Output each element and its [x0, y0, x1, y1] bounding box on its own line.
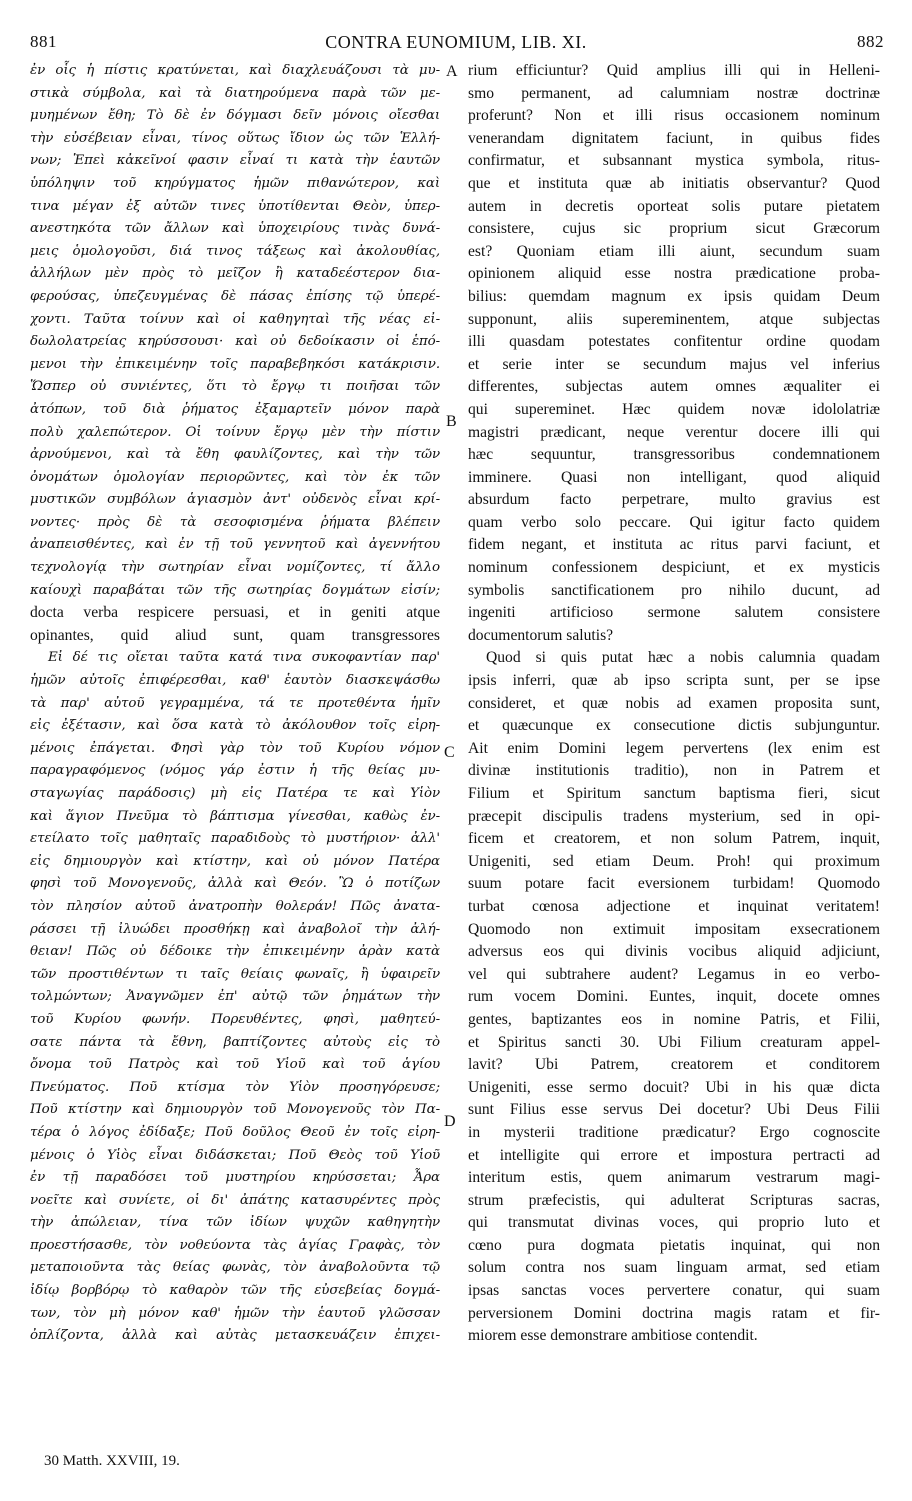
running-title: CONTRA EUNOMIUM, LIB. XI. — [325, 32, 587, 52]
text-line: τὴν εὐσέβειαν εἶναι, τίνος οὕτως ἴδιον ὡς τῶν Ἑλλή- — [30, 130, 440, 146]
text-line: Unigeniti, esse sermo docuit? Ubi in his quæ dicta — [468, 1078, 880, 1096]
text-line: qui supereminet. Hæc quidem novæ idololatriæ — [468, 400, 880, 418]
text-line: Quomodo non extimuit impositam exsecrationem — [468, 920, 880, 938]
text-line: μυημένων ἔθη; Τὸ δὲ ἐν δόγμασι δεῖν μόνοις οἴεσθαι — [30, 108, 440, 124]
text-line: lavit? Ubi Patrem, creatorem et conditorem — [468, 1056, 880, 1074]
text-line: et intelligite qui errore et impostura pertracti ad — [468, 1146, 880, 1164]
text-line: absurdum facto perpetrare, multo gravius est — [468, 491, 880, 509]
text-line: νων; Ἐπεὶ κἀκεῖνοί φασιν εἶναί τι κατὰ τὴν ἑαυτῶν — [30, 153, 440, 169]
text-line: opinionem aliquid esse nostra prædicatione proba- — [468, 265, 880, 283]
text-line: τεχνολογίᾳ τὴν σωτηρίαν εἶναι νομίζοντες, τί ἄλλο — [30, 560, 440, 576]
text-line: καίουχὶ παραβάται τῶν τῆς σωτηρίας δογμάτων εἰσίν; — [30, 582, 440, 598]
text-line: qui transmutat divinas voces, qui proprio luto et — [468, 1214, 880, 1232]
text-line: τολμώντων; Ἀναγνῶμεν ἐπ' αὐτῷ τῶν ῥημάτων τὴν — [30, 989, 440, 1005]
text-line: docta verba respicere persuasi, et in geniti atque — [30, 604, 440, 622]
text-line: gentes, baptizantes eos in nomine Patris, et Filii, — [468, 1010, 880, 1028]
latin-insert-block — [30, 602, 440, 647]
text-line: Ὥσπερ οὐ συνιέντες, ὅτι τὸ ἔργῳ τι ποιῆσαι τῶν — [30, 379, 440, 395]
text-line: vel qui subtrahere audent? Legamus in eo verbo- — [468, 965, 880, 983]
text-line: differentes, subjectas autem omnes æqualiter ei — [468, 378, 880, 396]
text-line: παραγραφόμενος (νόμος γάρ ἐστιν ἡ τῆς θείας μυ- — [30, 763, 440, 779]
text-line: interitum estis, quem animarum vestrarum magi- — [468, 1169, 880, 1187]
text-line: φερούσας, ὑπεζευγμένας δὲ πάσας ἐπίσης τῷ ὑπερέ- — [30, 288, 440, 304]
text-line: σταγωγίας παράδοσις) μὴ εἰς Πατέρα τε καὶ Υἱὸν — [30, 786, 440, 801]
text-line: χοντι. Ταῦτα τοίνυν καὶ οἱ καθηγηταὶ τῆς νέας εἰ- — [30, 311, 440, 327]
text-line: cœno pura dogmata pietatis inquinat, qui non — [468, 1236, 880, 1254]
text-line: εἰς ἐξέτασιν, καὶ ὅσα κατὰ τὸ ἀκόλουθον τοῖς εἰρη- — [30, 718, 440, 734]
text-line: μεταποιοῦντα τὰς θείας φωνὰς, τὸν ἀναβολοῦντα τῷ — [30, 1260, 440, 1276]
text-line: τοῦ Κυρίου φωνήν. Πορευθέντες, φησὶ, μαθητεύ- — [30, 1011, 440, 1027]
text-line: sunt Filius esse servus Dei docetur? Ubi Deus Filii — [468, 1101, 880, 1119]
text-line: supponunt, aliis supereminentem, atque subjectas — [468, 310, 880, 328]
text-line: τῶν προστιθέντων τι ταῖς θείαις φωναῖς, ἢ ὑφαιρεῖν — [30, 966, 440, 982]
text-line: Πνεύματος. Ποῦ κτίσμα τὸν Υἱὸν προσηγόρευσε; — [30, 1079, 440, 1095]
text-line: bilius: quemdam magnum ex ipsis quidam Deum — [468, 287, 880, 305]
text-line: rum vocem Domini. Euntes, inquit, docete omnes — [468, 988, 880, 1006]
greek-text-block-1 — [30, 60, 440, 602]
text-line: ετείλατο τοῖς μαθηταῖς παραδιδοὺς τὸ μυστήριον· ἀλλ' — [30, 831, 440, 847]
text-line: proferunt? Non et illi risus occasionem nominum — [468, 107, 880, 125]
text-line: et Spiritus sancti 30. Ubi Filium creaturam appel- — [468, 1033, 880, 1051]
text-line: μεις ὁμολογοῦσι, διά τινος τάξεως καὶ ἀκολουθίας, — [30, 243, 440, 259]
text-line: ράσσει τῇ ἰλυώδει προσθήκῃ καὶ ἀναβολοῖ τὴν ἀλή- — [30, 921, 440, 937]
text-line: ἐν τῇ παραδόσει τοῦ μυστηρίου κηρύσσεται; Ἆρα — [30, 1170, 440, 1186]
text-line: divinæ institutionis traditio), non in Patrem et — [468, 762, 880, 780]
text-line: rium efficiuntur? Quid amplius illi qui in Helleni- — [468, 62, 880, 79]
text-line: venerandam dignitatem faciunt, in quibus fides — [468, 129, 880, 147]
text-line: ingeniti artificioso sermone salutem consistere — [468, 604, 880, 622]
text-line: στικὰ σύμβολα, καὶ τὰ διατηρούμενα παρὰ τῶν με- — [30, 85, 440, 101]
text-line: τὴν ἀπώλειαν, τίνα τῶν ἰδίων ψυχῶν καθηγητὴν — [30, 1215, 440, 1231]
text-line: δωλολατρείας κηρύσσουσι· καὶ οὐ δεδοίκασιν οἱ ἑπό- — [30, 334, 440, 350]
text-line: ἀλλήλων μὲν πρὸς τὸ μεῖζον ἢ καταδεέστερον δια- — [30, 266, 440, 282]
text-line: μένοις ἐπάγεται. Φησὶ γὰρ τὸν τοῦ Κυρίου νόμον — [30, 740, 440, 756]
text-line: turbat cœnosa adjectione et inquinat veritatem! — [468, 897, 880, 915]
text-line: ἐν οἷς ἡ πίστις κρατύνεται, καὶ διαχλευάζουσι τὰ μυ- — [30, 63, 440, 78]
text-line: τὰ παρ' αὐτοῦ γεγραμμένα, τά τε προτεθέντα ἡμῖν — [30, 695, 440, 711]
text-line: τὸν πλησίον αὐτοῦ ἀνατροπὴν θολεράν! Πῶς ἀνατα- — [30, 898, 440, 914]
text-line: πολὺ χαλεπώτερον. Οἱ τοίνυν ἔργῳ μὲν τὴν πίστιν — [30, 424, 440, 440]
text-line: ἀρνούμενοι, καὶ τὰ ἔθη φαυλίζοντες, καὶ τὴν τῶν — [30, 447, 440, 463]
text-line: Filium et Spiritum sanctum baptisma fieri, sicut — [468, 785, 880, 802]
text-line: hæc sequuntur, transgressoribus condemnationem — [468, 446, 880, 464]
text-line: θειαν! Πῶς οὐ δέδοικε τὴν ἐπικειμένην ἀρὰν κατὰ — [30, 944, 440, 960]
text-line: νοεῖτε καὶ συνίετε, οἱ δι' ἀπάτης κατασυρέντες πρὸς — [30, 1192, 440, 1208]
text-line: ὀνομάτων ὁμολογίαν περιορῶντες, καὶ τὸν ἐκ τῶν — [30, 469, 440, 485]
text-line: ἡμῶν αὐτοῖς ἐπιφέρεσθαι, καθ' ἑαυτὸν διασκεψάσθω — [30, 673, 440, 689]
text-line: νοντες· πρὸς δὲ τὰ σεσοφισμένα ῥήματα βλέπειν — [30, 514, 440, 530]
latin-column — [468, 60, 880, 1348]
greek-text-block-2 — [30, 647, 440, 1347]
text-line: suum potare facit eversionem turbidam! Quomodo — [468, 875, 880, 893]
text-line: imminere. Quasi non intelligant, quod aliquid — [468, 468, 880, 486]
text-line: ipsis inferri, quæ ab ipso scripta sunt, per se ipse — [468, 672, 880, 690]
text-line: ἀτόπων, τοῦ διὰ ῥήματος ἐξαμαρτεῖν μόνον παρὰ — [30, 401, 440, 417]
text-line: consideret, et quæ nobis ad examen proposita sunt, — [468, 694, 880, 712]
footnote: 30 Matth. XXVIII, 19. — [44, 1453, 180, 1469]
text-line: των, τὸν μὴ μόνον καθ' ἡμῶν τὴν ἑαυτοῦ γλῶσσαν — [30, 1305, 440, 1321]
text-line: μενοι τὴν ἐπικειμένην τοῖς παραβεβηκόσι κατάκρισιν. — [30, 356, 440, 372]
text-line: Εἰ δέ τις οἴεται ταῦτα κατά τινα συκοφαντίαν παρ' — [48, 650, 440, 666]
text-line: nominum confessionem despiciunt, et ex mysticis — [468, 559, 880, 577]
text-line: fidem negant, et instituta ac ritus parvi faciunt, et — [468, 536, 880, 554]
text-line: ipsas sanctas voces pervertere conatur, qui suam — [468, 1282, 880, 1300]
text-line: μυστικῶν συμβόλων ἁγιασμὸν ἀντ' οὐδενὸς εἶναι κρί- — [30, 492, 440, 508]
text-line: in mysterii traditione prædicatur? Ergo cognoscite — [468, 1123, 880, 1141]
latin-text-block-1 — [468, 60, 880, 647]
text-line: consistere, cujus sic proprium sicut Græcorum — [468, 220, 880, 238]
text-line: documentorum salutis? — [468, 626, 614, 644]
text-line: magistri prædicant, neque verentur docere illi qui — [468, 423, 880, 441]
text-line: adversus eos qui divinis vocibus aliquid adjiciunt, — [468, 943, 880, 961]
text-line: et quæcunque ex consecutione dictis subjunguntur. — [468, 717, 880, 735]
section-marker-b: B — [446, 413, 457, 430]
text-line: Ait enim Domini legem pervertens (lex enim est — [468, 739, 880, 757]
text-line: confirmatur, et subsannant mystica symbola, ritus- — [468, 152, 880, 170]
text-line: symbolis sanctificationem pro nihilo ducunt, ad — [468, 581, 880, 599]
text-line: perversionem Domini doctrina magis ratam et fir- — [468, 1304, 880, 1322]
text-line: miorem esse demonstrare ambitiose contendit. — [468, 1327, 758, 1345]
text-line: præcepit discipulis tradens mysterium, sed in opi- — [468, 807, 880, 825]
latin-text-block-2 — [468, 647, 880, 1347]
text-line: strum præfecistis, qui adulterat Scripturas sacras, — [468, 1191, 880, 1209]
text-line: opinantes, quid aliud sunt, quam transgressores — [30, 626, 440, 644]
text-line: τινα μέγαν ἐξ αὐτῶν τινες ὑποτίθενται Θεὸν, ὑπερ- — [30, 198, 440, 214]
text-line: Ποῦ κτίστην καὶ δημιουργὸν τοῦ Μονογενοῦς τὸν Πα- — [30, 1102, 440, 1118]
text-line: solum contra nos suam linguam armat, sed etiam — [468, 1259, 880, 1277]
text-line: est? Quoniam etiam illi aiunt, secundum suam — [468, 242, 880, 260]
text-line: ἀναπεισθέντες, καὶ ἐν τῇ τοῦ γεννητοῦ καὶ ἀγεννήτου — [30, 537, 440, 553]
text-line: illi quasdam potestates confitentur ordine quodam — [468, 333, 880, 351]
text-line: ανεστηκότα τῶν ἄλλων καὶ ὑποχειρίους τινὰς δυνά- — [30, 221, 440, 237]
text-line: φησὶ τοῦ Μονογενοῦς, ἀλλὰ καὶ Θεόν. Ὢ ὁ ποτίζων — [30, 876, 440, 892]
right-page-number: 882 — [857, 32, 884, 51]
text-line: smo permanent, ad calumniam nostræ doctrinæ — [468, 84, 880, 102]
text-line: καὶ ἅγιον Πνεῦμα τὸ βάπτισμα γίνεσθαι, καθὼς ἐν- — [30, 808, 440, 824]
section-marker-d: D — [444, 1113, 456, 1130]
text-line: Unigeniti, sed etiam Deum. Proh! qui proximum — [468, 852, 880, 870]
text-line: quam verbo solo peccare. Qui igitur facto quidem — [468, 513, 880, 531]
text-line: Quod si quis putat hæc a nobis calumnia quadam — [486, 649, 880, 667]
text-line: εἰς δημιουργὸν καὶ κτίστην, καὶ οὐ μόνον Πατέρα — [30, 853, 440, 869]
text-line: autem in decretis oporteat solis putare pietatem — [468, 197, 880, 215]
text-line: ὄνομα τοῦ Πατρὸς καὶ τοῦ Υἱοῦ καὶ τοῦ ἁγίου — [30, 1057, 440, 1073]
section-marker-a: A — [446, 63, 458, 80]
text-line: ficem et creatorem, et non solum Patrem, inquit, — [468, 830, 880, 848]
text-line: et serie inter se secundum majus vel inferius — [468, 355, 880, 373]
left-page-number: 881 — [30, 32, 57, 51]
text-line: τέρα ὁ λόγος ἐδίδαξε; Ποῦ δοῦλος Θεοῦ ἐν τοῖς εἰρη- — [30, 1124, 440, 1140]
text-line: προεστήσασθε, τὸν νοθεύοντα τὰς ἁγίας Γραφὰς, τὸν — [30, 1237, 440, 1253]
text-line: μένοις ὁ Υἱὸς εἶναι διδάσκεται; Ποῦ Θεὸς τοῦ Υἱοῦ — [30, 1147, 440, 1163]
text-line: ἰδίῳ βορβόρῳ τὸ καθαρὸν τῶν τῆς εὐσεβείας δογμά- — [30, 1283, 440, 1299]
text-line: que et instituta quæ ab initiatis observantur? Quod — [468, 174, 880, 192]
section-marker-c: C — [444, 744, 455, 761]
greek-column — [30, 60, 440, 1348]
text-line: ὀπλίζοντα, ἀλλὰ καὶ αὐτὰς μετασκευάζειν ἐπιχει- — [30, 1328, 440, 1344]
text-line: ὑπόληψιν τοῦ κηρύγματος ἡμῶν πιθανώτερον, καὶ — [30, 175, 440, 191]
text-line: σατε πάντα τὰ ἔθνη, βαπτίζοντες αὐτοὺς εἰς τὸ — [30, 1034, 440, 1050]
